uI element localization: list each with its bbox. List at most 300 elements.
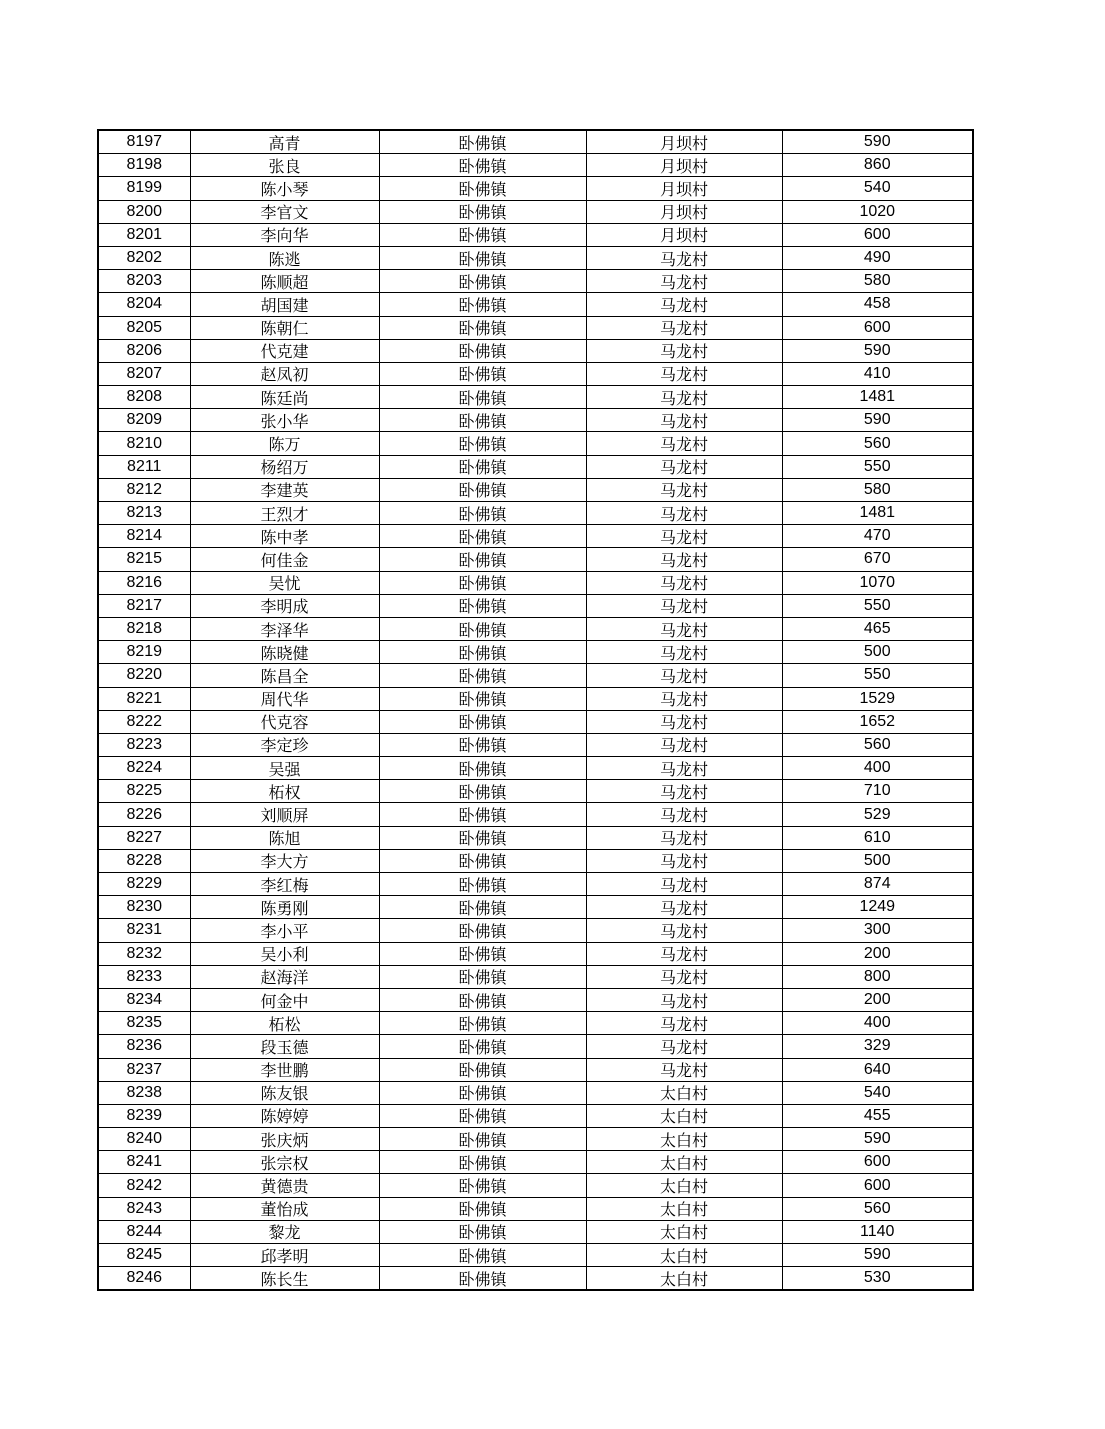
- table-row: [98, 733, 973, 756]
- cell-id: 8222: [98, 710, 190, 733]
- cell-village: 马龙村: [586, 710, 782, 733]
- cell-amount: 1249: [782, 896, 973, 919]
- cell-village: 马龙村: [586, 339, 782, 362]
- cell-name: 杨绍万: [190, 455, 379, 478]
- cell-name: 陈友银: [190, 1081, 379, 1104]
- cell-name: 代克建: [190, 339, 379, 362]
- cell-village: 马龙村: [586, 502, 782, 525]
- cell-name: 柘松: [190, 1012, 379, 1035]
- cell-village: 马龙村: [586, 803, 782, 826]
- table-row: [98, 1058, 973, 1081]
- table-row: [98, 362, 973, 385]
- cell-name: 张庆炳: [190, 1128, 379, 1151]
- cell-id: 8243: [98, 1197, 190, 1220]
- cell-id: 8233: [98, 965, 190, 988]
- cell-village: 马龙村: [586, 316, 782, 339]
- table-row: [98, 1035, 973, 1058]
- cell-id: 8212: [98, 478, 190, 501]
- cell-town: 卧佛镇: [379, 409, 586, 432]
- cell-village: 马龙村: [586, 409, 782, 432]
- cell-town: 卧佛镇: [379, 1058, 586, 1081]
- cell-amount: 465: [782, 617, 973, 640]
- cell-amount: 560: [782, 1197, 973, 1220]
- cell-name: 李明成: [190, 594, 379, 617]
- cell-name: 张良: [190, 154, 379, 177]
- cell-name: 陈昌全: [190, 664, 379, 687]
- cell-id: 8209: [98, 409, 190, 432]
- table-row: [98, 432, 973, 455]
- cell-name: 段玉德: [190, 1035, 379, 1058]
- cell-name: 吴小利: [190, 942, 379, 965]
- table-row: [98, 1197, 973, 1220]
- cell-town: 卧佛镇: [379, 942, 586, 965]
- cell-town: 卧佛镇: [379, 177, 586, 200]
- table-row: [98, 826, 973, 849]
- cell-village: 马龙村: [586, 1058, 782, 1081]
- cell-town: 卧佛镇: [379, 1197, 586, 1220]
- cell-name: 邱孝明: [190, 1244, 379, 1267]
- cell-id: 8229: [98, 873, 190, 896]
- cell-id: 8218: [98, 617, 190, 640]
- cell-village: 马龙村: [586, 849, 782, 872]
- cell-id: 8219: [98, 641, 190, 664]
- cell-town: 卧佛镇: [379, 780, 586, 803]
- table-row: [98, 594, 973, 617]
- cell-name: 陈旭: [190, 826, 379, 849]
- cell-village: 马龙村: [586, 478, 782, 501]
- cell-id: 8199: [98, 177, 190, 200]
- cell-town: 卧佛镇: [379, 710, 586, 733]
- cell-name: 张小华: [190, 409, 379, 432]
- cell-name: 赵凤初: [190, 362, 379, 385]
- cell-village: 太白村: [586, 1128, 782, 1151]
- cell-town: 卧佛镇: [379, 1174, 586, 1197]
- cell-amount: 590: [782, 1244, 973, 1267]
- cell-town: 卧佛镇: [379, 1220, 586, 1243]
- cell-id: 8223: [98, 733, 190, 756]
- cell-village: 马龙村: [586, 455, 782, 478]
- table-row: [98, 316, 973, 339]
- table-row: [98, 177, 973, 200]
- cell-id: 8213: [98, 502, 190, 525]
- cell-id: 8201: [98, 223, 190, 246]
- cell-village: 马龙村: [586, 246, 782, 269]
- cell-amount: 530: [782, 1267, 973, 1291]
- cell-town: 卧佛镇: [379, 826, 586, 849]
- cell-name: 李大方: [190, 849, 379, 872]
- table-row: [98, 455, 973, 478]
- cell-town: 卧佛镇: [379, 803, 586, 826]
- cell-village: 马龙村: [586, 687, 782, 710]
- table-row: [98, 919, 973, 942]
- cell-name: 陈长生: [190, 1267, 379, 1291]
- cell-name: 董怡成: [190, 1197, 379, 1220]
- cell-name: 吴强: [190, 757, 379, 780]
- cell-name: 黎龙: [190, 1220, 379, 1243]
- table-row: [98, 154, 973, 177]
- cell-id: 8211: [98, 455, 190, 478]
- cell-id: 8207: [98, 362, 190, 385]
- cell-amount: 590: [782, 339, 973, 362]
- cell-id: 8228: [98, 849, 190, 872]
- cell-id: 8224: [98, 757, 190, 780]
- cell-town: 卧佛镇: [379, 525, 586, 548]
- cell-id: 8246: [98, 1267, 190, 1291]
- cell-village: 月坝村: [586, 200, 782, 223]
- cell-amount: 200: [782, 942, 973, 965]
- cell-id: 8210: [98, 432, 190, 455]
- table-row: [98, 339, 973, 362]
- cell-town: 卧佛镇: [379, 386, 586, 409]
- cell-amount: 550: [782, 664, 973, 687]
- table-row: [98, 780, 973, 803]
- cell-amount: 560: [782, 733, 973, 756]
- cell-village: 马龙村: [586, 965, 782, 988]
- cell-amount: 600: [782, 316, 973, 339]
- table-body: [98, 130, 973, 1290]
- cell-amount: 600: [782, 1151, 973, 1174]
- cell-amount: 400: [782, 1012, 973, 1035]
- cell-name: 胡国建: [190, 293, 379, 316]
- cell-town: 卧佛镇: [379, 548, 586, 571]
- cell-amount: 590: [782, 130, 973, 154]
- cell-name: 刘顺屏: [190, 803, 379, 826]
- cell-id: 8231: [98, 919, 190, 942]
- table-row: [98, 1220, 973, 1243]
- cell-id: 8202: [98, 246, 190, 269]
- cell-amount: 1020: [782, 200, 973, 223]
- cell-village: 太白村: [586, 1220, 782, 1243]
- cell-town: 卧佛镇: [379, 849, 586, 872]
- cell-amount: 458: [782, 293, 973, 316]
- cell-village: 马龙村: [586, 919, 782, 942]
- cell-name: 王烈才: [190, 502, 379, 525]
- cell-village: 马龙村: [586, 942, 782, 965]
- table-row: [98, 409, 973, 432]
- table-row: [98, 1104, 973, 1127]
- cell-village: 马龙村: [586, 1012, 782, 1035]
- cell-id: 8220: [98, 664, 190, 687]
- cell-id: 8208: [98, 386, 190, 409]
- cell-village: 马龙村: [586, 594, 782, 617]
- cell-village: 太白村: [586, 1081, 782, 1104]
- cell-name: 陈中孝: [190, 525, 379, 548]
- cell-id: 8240: [98, 1128, 190, 1151]
- cell-amount: 455: [782, 1104, 973, 1127]
- cell-id: 8206: [98, 339, 190, 362]
- cell-amount: 800: [782, 965, 973, 988]
- cell-id: 8198: [98, 154, 190, 177]
- cell-id: 8238: [98, 1081, 190, 1104]
- cell-amount: 329: [782, 1035, 973, 1058]
- cell-village: 马龙村: [586, 362, 782, 385]
- cell-amount: 580: [782, 478, 973, 501]
- cell-town: 卧佛镇: [379, 1104, 586, 1127]
- cell-name: 周代华: [190, 687, 379, 710]
- cell-town: 卧佛镇: [379, 154, 586, 177]
- cell-name: 陈勇刚: [190, 896, 379, 919]
- table-row: [98, 270, 973, 293]
- cell-town: 卧佛镇: [379, 687, 586, 710]
- cell-name: 陈小琴: [190, 177, 379, 200]
- cell-id: 8242: [98, 1174, 190, 1197]
- cell-town: 卧佛镇: [379, 1081, 586, 1104]
- cell-id: 8241: [98, 1151, 190, 1174]
- cell-amount: 300: [782, 919, 973, 942]
- cell-town: 卧佛镇: [379, 293, 586, 316]
- cell-id: 8239: [98, 1104, 190, 1127]
- cell-town: 卧佛镇: [379, 919, 586, 942]
- cell-village: 马龙村: [586, 641, 782, 664]
- table-row: [98, 246, 973, 269]
- cell-town: 卧佛镇: [379, 1244, 586, 1267]
- cell-town: 卧佛镇: [379, 965, 586, 988]
- cell-id: 8205: [98, 316, 190, 339]
- cell-name: 陈顺超: [190, 270, 379, 293]
- cell-amount: 1652: [782, 710, 973, 733]
- table-row: [98, 502, 973, 525]
- cell-name: 吴忧: [190, 571, 379, 594]
- table-row: [98, 757, 973, 780]
- cell-name: 高青: [190, 130, 379, 154]
- cell-town: 卧佛镇: [379, 502, 586, 525]
- cell-id: 8245: [98, 1244, 190, 1267]
- cell-town: 卧佛镇: [379, 1012, 586, 1035]
- cell-town: 卧佛镇: [379, 200, 586, 223]
- cell-village: 太白村: [586, 1197, 782, 1220]
- cell-town: 卧佛镇: [379, 130, 586, 154]
- table-row: [98, 293, 973, 316]
- table-row: [98, 1151, 973, 1174]
- cell-village: 太白村: [586, 1104, 782, 1127]
- cell-amount: 490: [782, 246, 973, 269]
- table-row: [98, 849, 973, 872]
- cell-village: 马龙村: [586, 571, 782, 594]
- cell-town: 卧佛镇: [379, 339, 586, 362]
- cell-id: 8216: [98, 571, 190, 594]
- cell-name: 何金中: [190, 988, 379, 1011]
- cell-name: 柘权: [190, 780, 379, 803]
- cell-village: 太白村: [586, 1174, 782, 1197]
- cell-town: 卧佛镇: [379, 362, 586, 385]
- cell-id: 8237: [98, 1058, 190, 1081]
- cell-village: 马龙村: [586, 293, 782, 316]
- cell-id: 8236: [98, 1035, 190, 1058]
- table-row: [98, 988, 973, 1011]
- cell-town: 卧佛镇: [379, 571, 586, 594]
- cell-village: 马龙村: [586, 780, 782, 803]
- cell-amount: 580: [782, 270, 973, 293]
- cell-town: 卧佛镇: [379, 246, 586, 269]
- cell-town: 卧佛镇: [379, 455, 586, 478]
- cell-amount: 1481: [782, 502, 973, 525]
- cell-town: 卧佛镇: [379, 432, 586, 455]
- cell-amount: 500: [782, 641, 973, 664]
- cell-amount: 500: [782, 849, 973, 872]
- cell-id: 8244: [98, 1220, 190, 1243]
- table-row: [98, 1128, 973, 1151]
- cell-amount: 640: [782, 1058, 973, 1081]
- cell-id: 8226: [98, 803, 190, 826]
- cell-id: 8232: [98, 942, 190, 965]
- cell-town: 卧佛镇: [379, 270, 586, 293]
- cell-amount: 1529: [782, 687, 973, 710]
- cell-id: 8227: [98, 826, 190, 849]
- table-row: [98, 803, 973, 826]
- table-row: [98, 687, 973, 710]
- cell-village: 马龙村: [586, 270, 782, 293]
- cell-town: 卧佛镇: [379, 617, 586, 640]
- table-row: [98, 942, 973, 965]
- cell-village: 马龙村: [586, 386, 782, 409]
- cell-id: 8214: [98, 525, 190, 548]
- table-row: [98, 525, 973, 548]
- table-row: [98, 1081, 973, 1104]
- cell-name: 陈逃: [190, 246, 379, 269]
- cell-id: 8230: [98, 896, 190, 919]
- cell-name: 赵海洋: [190, 965, 379, 988]
- cell-amount: 600: [782, 223, 973, 246]
- cell-amount: 560: [782, 432, 973, 455]
- cell-village: 马龙村: [586, 757, 782, 780]
- cell-village: 月坝村: [586, 154, 782, 177]
- cell-name: 李建英: [190, 478, 379, 501]
- cell-id: 8217: [98, 594, 190, 617]
- cell-id: 8215: [98, 548, 190, 571]
- table-row: [98, 965, 973, 988]
- cell-amount: 874: [782, 873, 973, 896]
- cell-amount: 1481: [782, 386, 973, 409]
- cell-name: 李定珍: [190, 733, 379, 756]
- cell-amount: 1070: [782, 571, 973, 594]
- cell-town: 卧佛镇: [379, 988, 586, 1011]
- table-row: [98, 223, 973, 246]
- cell-village: 马龙村: [586, 1035, 782, 1058]
- table-row: [98, 1244, 973, 1267]
- cell-village: 太白村: [586, 1267, 782, 1291]
- cell-amount: 550: [782, 594, 973, 617]
- cell-id: 8225: [98, 780, 190, 803]
- cell-name: 李红梅: [190, 873, 379, 896]
- cell-name: 陈晓健: [190, 641, 379, 664]
- table-row: [98, 386, 973, 409]
- cell-town: 卧佛镇: [379, 316, 586, 339]
- cell-name: 李向华: [190, 223, 379, 246]
- cell-amount: 470: [782, 525, 973, 548]
- cell-amount: 400: [782, 757, 973, 780]
- cell-village: 马龙村: [586, 525, 782, 548]
- table-row: [98, 478, 973, 501]
- cell-village: 月坝村: [586, 130, 782, 154]
- cell-town: 卧佛镇: [379, 873, 586, 896]
- table-row: [98, 896, 973, 919]
- cell-village: 马龙村: [586, 826, 782, 849]
- cell-name: 陈万: [190, 432, 379, 455]
- cell-town: 卧佛镇: [379, 223, 586, 246]
- cell-town: 卧佛镇: [379, 757, 586, 780]
- cell-id: 8221: [98, 687, 190, 710]
- cell-town: 卧佛镇: [379, 641, 586, 664]
- table-row: [98, 1174, 973, 1197]
- cell-village: 马龙村: [586, 733, 782, 756]
- cell-town: 卧佛镇: [379, 1128, 586, 1151]
- table-row: [98, 1267, 973, 1291]
- cell-amount: 670: [782, 548, 973, 571]
- cell-name: 李泽华: [190, 617, 379, 640]
- cell-amount: 610: [782, 826, 973, 849]
- cell-amount: 590: [782, 409, 973, 432]
- cell-name: 黄德贵: [190, 1174, 379, 1197]
- cell-amount: 1140: [782, 1220, 973, 1243]
- cell-name: 李世鹏: [190, 1058, 379, 1081]
- table-row: [98, 710, 973, 733]
- cell-name: 陈廷尚: [190, 386, 379, 409]
- cell-name: 李官文: [190, 200, 379, 223]
- cell-town: 卧佛镇: [379, 1267, 586, 1291]
- cell-village: 马龙村: [586, 548, 782, 571]
- cell-village: 马龙村: [586, 432, 782, 455]
- cell-id: 8197: [98, 130, 190, 154]
- cell-amount: 550: [782, 455, 973, 478]
- cell-village: 太白村: [586, 1244, 782, 1267]
- table-row: [98, 200, 973, 223]
- cell-village: 马龙村: [586, 617, 782, 640]
- cell-amount: 410: [782, 362, 973, 385]
- table-row: [98, 664, 973, 687]
- cell-village: 马龙村: [586, 664, 782, 687]
- table-row: [98, 130, 973, 154]
- cell-town: 卧佛镇: [379, 478, 586, 501]
- cell-id: 8234: [98, 988, 190, 1011]
- data-table: [97, 129, 974, 1291]
- cell-town: 卧佛镇: [379, 1035, 586, 1058]
- cell-amount: 860: [782, 154, 973, 177]
- cell-id: 8235: [98, 1012, 190, 1035]
- cell-village: 月坝村: [586, 177, 782, 200]
- cell-village: 马龙村: [586, 896, 782, 919]
- cell-id: 8200: [98, 200, 190, 223]
- cell-amount: 600: [782, 1174, 973, 1197]
- table-row: [98, 617, 973, 640]
- cell-name: 代克容: [190, 710, 379, 733]
- cell-name: 何佳金: [190, 548, 379, 571]
- cell-village: 月坝村: [586, 223, 782, 246]
- table-row: [98, 641, 973, 664]
- cell-amount: 540: [782, 1081, 973, 1104]
- table-row: [98, 873, 973, 896]
- cell-amount: 200: [782, 988, 973, 1011]
- cell-name: 张宗权: [190, 1151, 379, 1174]
- cell-town: 卧佛镇: [379, 594, 586, 617]
- cell-name: 陈朝仁: [190, 316, 379, 339]
- cell-town: 卧佛镇: [379, 664, 586, 687]
- cell-name: 陈婷婷: [190, 1104, 379, 1127]
- cell-id: 8204: [98, 293, 190, 316]
- cell-amount: 529: [782, 803, 973, 826]
- table-row: [98, 1012, 973, 1035]
- cell-id: 8203: [98, 270, 190, 293]
- cell-town: 卧佛镇: [379, 896, 586, 919]
- table-row: [98, 571, 973, 594]
- cell-name: 李小平: [190, 919, 379, 942]
- cell-town: 卧佛镇: [379, 1151, 586, 1174]
- cell-amount: 590: [782, 1128, 973, 1151]
- cell-village: 太白村: [586, 1151, 782, 1174]
- cell-village: 马龙村: [586, 988, 782, 1011]
- cell-amount: 540: [782, 177, 973, 200]
- table-row: [98, 548, 973, 571]
- cell-town: 卧佛镇: [379, 733, 586, 756]
